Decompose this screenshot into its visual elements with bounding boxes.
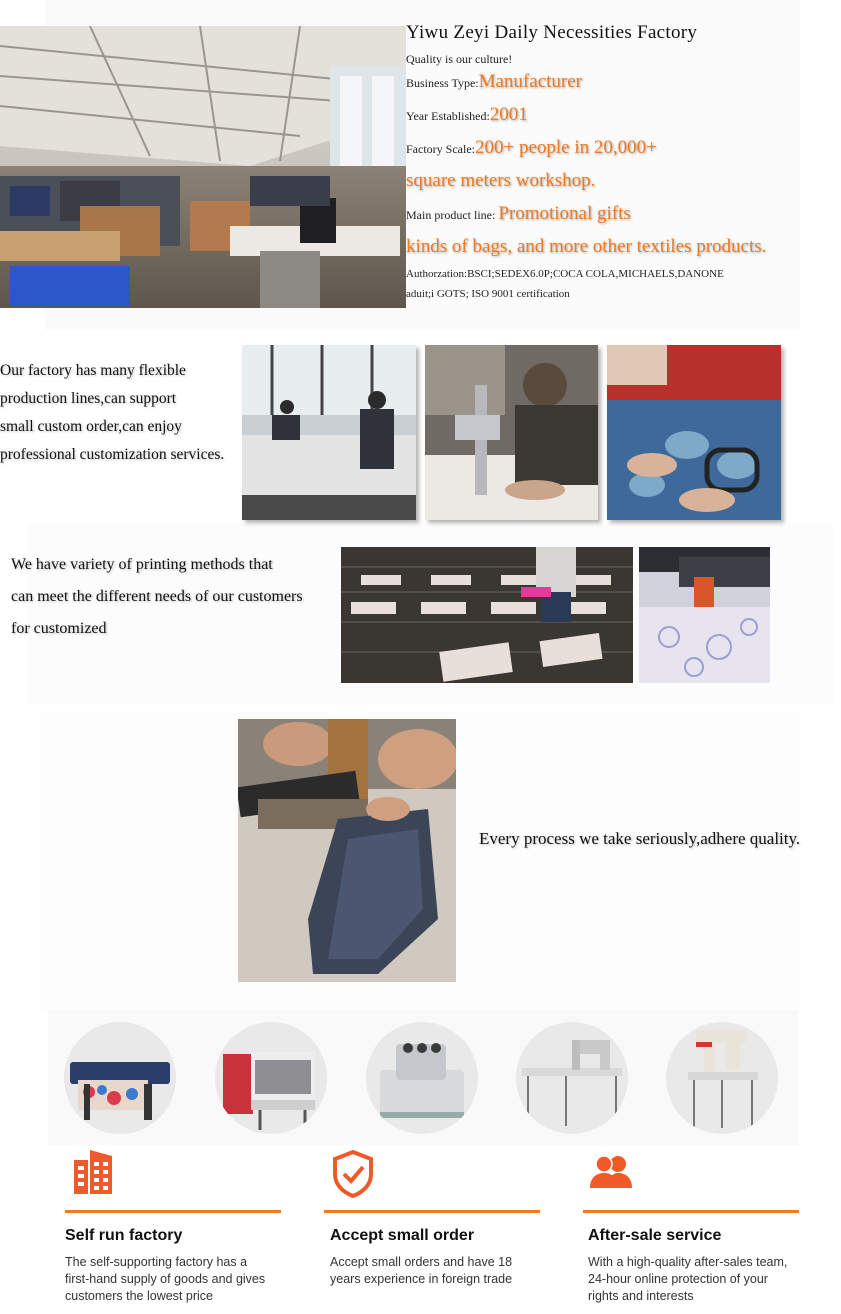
building-icon: [72, 1148, 116, 1200]
feature-desc-line: The self-supporting factory has a: [65, 1255, 248, 1269]
business-type-value: Manufacturer: [478, 71, 582, 92]
feature-desc-line: rights and interests: [588, 1289, 694, 1303]
overlock-machine-icon: [366, 1022, 478, 1134]
feature-divider: [65, 1210, 281, 1213]
printing-line: We have variety of printing methods that: [11, 556, 273, 573]
sewing-machine-icon: [516, 1022, 628, 1134]
product-label: Main product line:: [406, 208, 496, 222]
business-type-label: Business Type:: [406, 76, 479, 90]
feature-description: [65, 1254, 295, 1305]
authorization-line-2: aduit;i GOTS; ISO 9001 certification: [406, 288, 570, 300]
production-line: production lines,can support: [0, 390, 177, 407]
feature-desc-line: 24-hour online protection of your: [588, 1272, 768, 1286]
feature-desc-line: first-hand supply of goods and gives: [65, 1272, 266, 1286]
post-bed-machine-icon: [666, 1022, 778, 1134]
process-text: Every process we take seriously,adhere quality.: [479, 829, 801, 848]
production-line: Our factory has many flexible: [0, 362, 186, 379]
authorization-line-1: Authorzation:BSCI;SEDEX6.0P;COCA COLA,MICHAELS,DANONE: [406, 268, 724, 280]
production-text: [0, 357, 245, 469]
feature-desc-line: years experience in foreign trade: [330, 1272, 513, 1286]
scale-line: [406, 137, 841, 170]
year-line: [406, 104, 841, 137]
product-value-2: kinds of bags, and more other textiles products.: [406, 236, 767, 257]
year-value: 2001: [489, 104, 528, 125]
printing-line: for customized: [11, 620, 107, 637]
scale-label: Factory Scale:: [406, 142, 475, 156]
users-icon: [588, 1154, 634, 1194]
heat-press-icon: [215, 1022, 327, 1134]
production-line-photo-2: [425, 345, 598, 520]
feature-title: Accept small order: [330, 1227, 475, 1244]
production-line: professional customization services.: [0, 446, 225, 463]
feature-desc-line: With a high-quality after-sales team,: [588, 1255, 788, 1269]
feature-divider: [583, 1210, 799, 1213]
feature-description: [330, 1254, 560, 1288]
company-info: [406, 22, 841, 304]
feature-desc-line: customers the lowest price: [65, 1289, 213, 1303]
product-line-2: [406, 236, 841, 264]
feature-divider: [324, 1210, 540, 1213]
year-label: Year Established:: [406, 109, 490, 123]
sewing-process-photo: [238, 719, 456, 982]
feature-title: Self run factory: [65, 1227, 183, 1244]
digital-printing-photo: [639, 547, 770, 683]
printer-icon: [64, 1022, 176, 1134]
culture-line: [406, 52, 841, 67]
culture-text: Quality is our culture!: [406, 52, 513, 66]
production-line-photo-1: [242, 345, 416, 520]
product-value: Promotional gifts: [498, 203, 631, 224]
screen-printing-photo: [341, 547, 633, 683]
shield-check-icon: [332, 1150, 374, 1202]
production-line-photo-3: [607, 345, 781, 520]
product-line: [406, 203, 841, 236]
feature-title: After-sale service: [588, 1227, 722, 1244]
business-type-line: [406, 71, 841, 104]
company-name: Yiwu Zeyi Daily Necessities Factory: [406, 22, 698, 43]
scale-value: 200+ people in 20,000+: [474, 137, 657, 158]
production-line: small custom order,can enjoy: [0, 418, 182, 435]
feature-description: [588, 1254, 828, 1305]
printing-text: [11, 549, 333, 645]
scale-value-2: square meters workshop.: [406, 170, 596, 191]
printing-line: can meet the different needs of our customers: [11, 588, 303, 605]
factory-workshop-photo: [0, 26, 406, 308]
feature-desc-line: Accept small orders and have 18: [330, 1255, 513, 1269]
scale-line-2: [406, 170, 841, 203]
